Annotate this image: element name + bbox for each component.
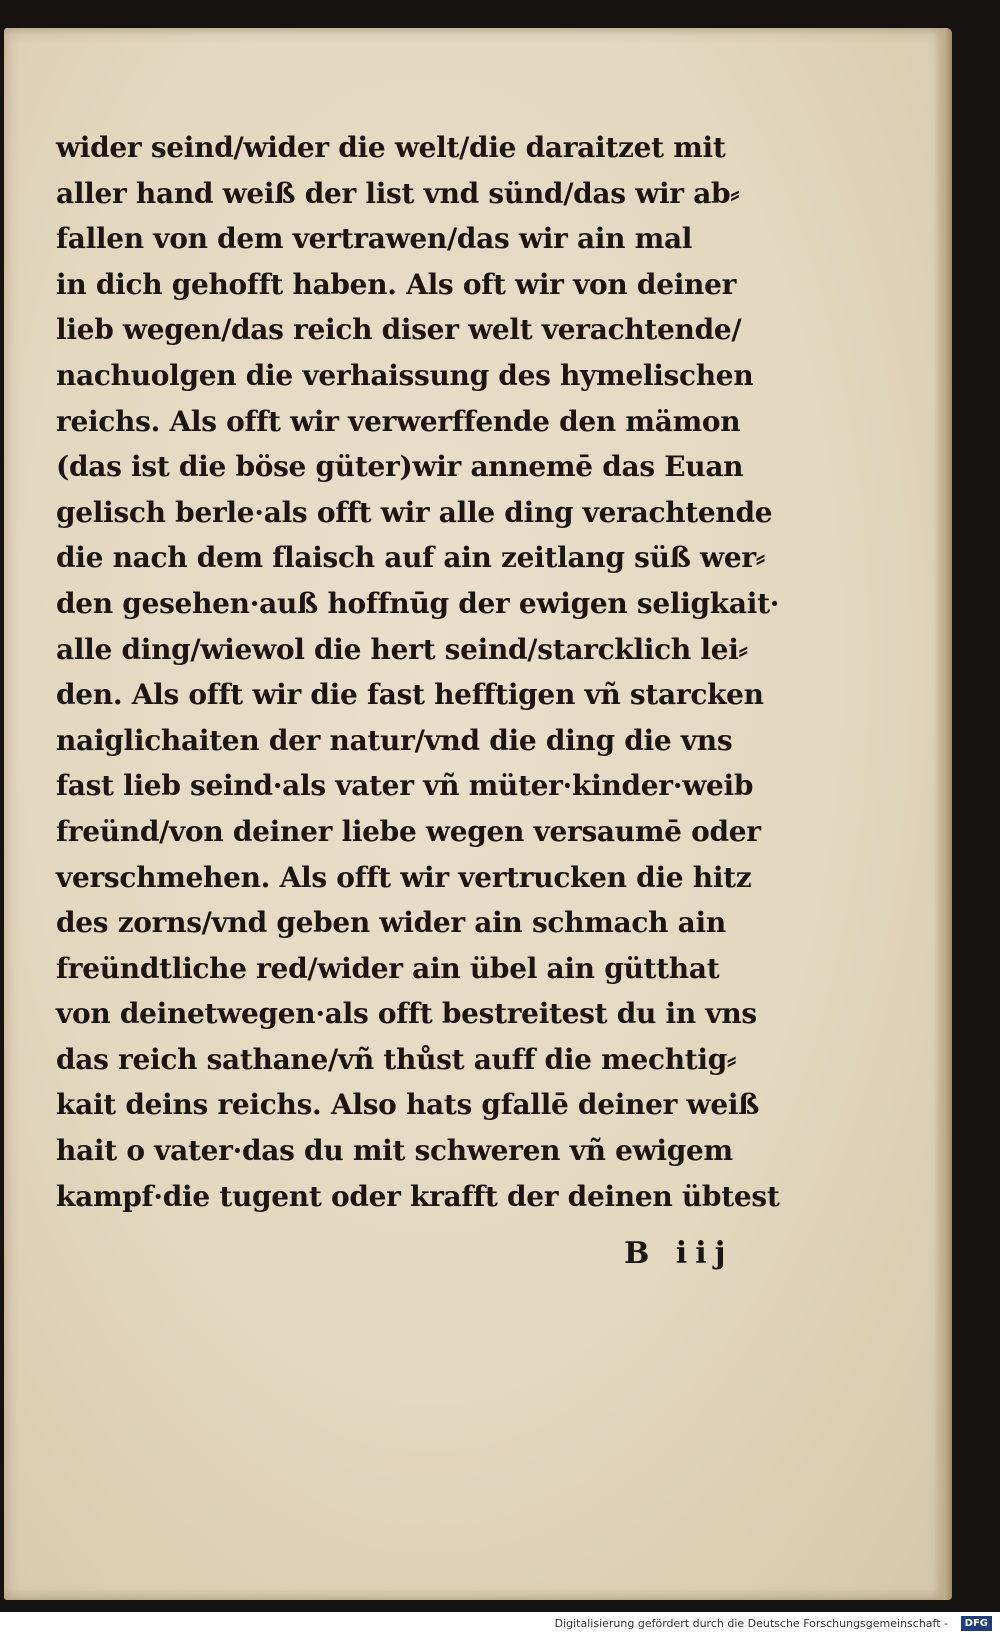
text-line: naiglichaiten der natur/vnd die ding die vns: [56, 723, 733, 757]
text-block: [56, 125, 796, 1219]
text-line: fallen von dem vertrawen/das wir ain mal: [56, 222, 693, 256]
text-line: nachuolgen die verhaissung des hymelischen: [56, 358, 754, 392]
text-line: freündtliche red/wider ain übel ain gütthat: [56, 951, 720, 985]
footer: [0, 1612, 1000, 1637]
text-line: fast lieb seind·als vater vñ müter·kinder·weib: [56, 769, 754, 803]
text-line: den. Als offt wir die fast hefftigen vñ starcken: [56, 678, 764, 712]
footer-credit-text: Digitalisierung gefördert durch die Deutsche Forschungsgemeinschaft -: [554, 1617, 948, 1630]
text-line: von deinetwegen·als offt bestreitest du in vns: [56, 997, 757, 1031]
text-line: gelisch berle·als offt wir alle ding verachtende: [56, 495, 773, 529]
text-line: kampf·die tugent oder krafft der deinen übtest: [56, 1179, 780, 1213]
text-line: des zorns/vnd geben wider ain schmach ain: [56, 906, 726, 940]
text-line: kait deins reichs. Also hats gfallē deiner weiß: [56, 1088, 760, 1122]
text-line: (das ist die böse güter)wir annemē das Euan: [56, 450, 744, 484]
text-line: in dich gehofft haben. Als oft wir von deiner: [56, 267, 737, 301]
text-line: reichs. Als offt wir verwerffende den mämon: [56, 404, 741, 438]
text-line: die nach dem flaisch auf ain zeitlang süß wer⸗: [56, 541, 765, 575]
text-line: verschmehen. Als offt wir vertrucken die hitz: [56, 860, 752, 894]
text-line: aller hand weiß der list vnd sünd/das wir ab⸗: [56, 176, 740, 210]
book-page: [4, 28, 952, 1600]
text-line: wider seind/wider die welt/die daraitzet mit: [56, 131, 726, 164]
text-line: freünd/von deiner liebe wegen versaumē oder: [56, 814, 761, 848]
text-line: hait o vater·das du mit schweren vñ ewigem: [56, 1134, 733, 1168]
signature-mark: B iij: [624, 1236, 734, 1271]
page-edge: [934, 28, 952, 1600]
text-line: den gesehen·auß hoffnūg der ewigen seligkait·: [56, 586, 780, 620]
text-line: das reich sathane/vñ thůst auff die mechtig⸗: [56, 1042, 737, 1076]
dfg-logo: DFG: [961, 1616, 992, 1631]
text-line: lieb wegen/das reich diser welt verachtende/: [56, 313, 742, 347]
text-line: alle ding/wiewol die hert seind/starcklich lei⸗: [56, 632, 748, 666]
